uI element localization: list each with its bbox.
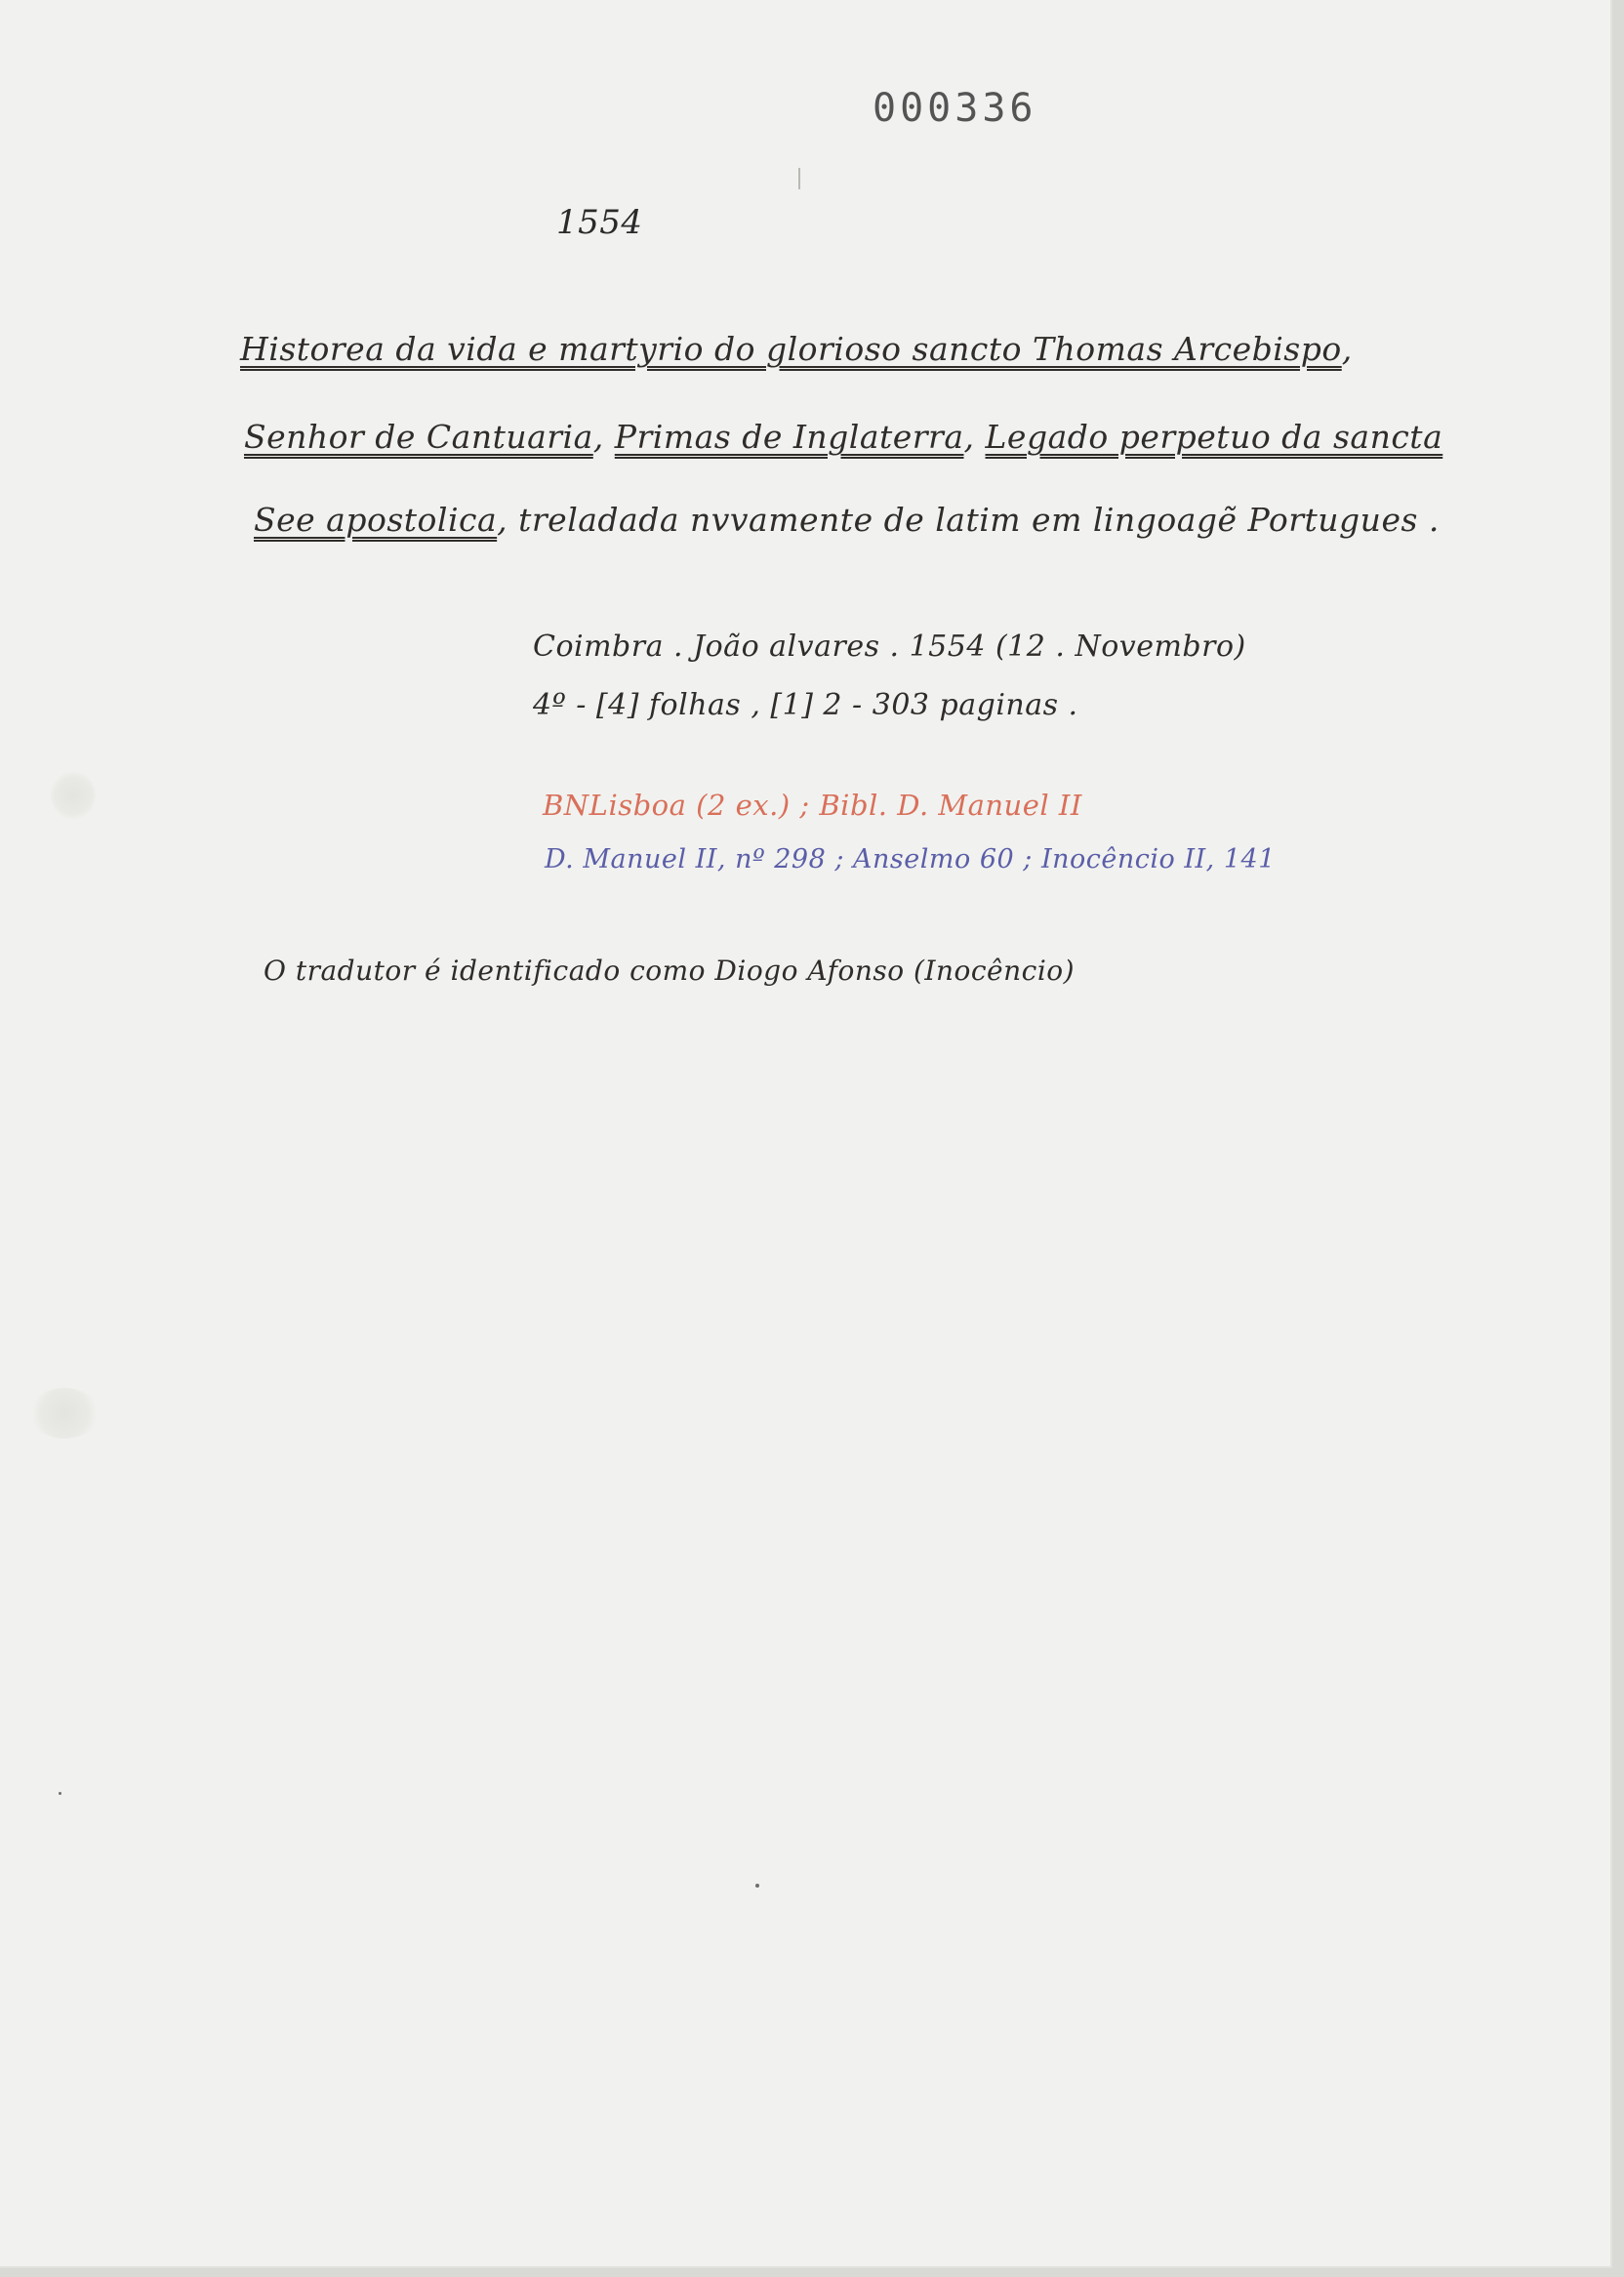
- title-line-2-part-2: Primas de Inglaterra: [614, 418, 964, 456]
- references-line: D. Manuel II, nº 298 ; Anselmo 60 ; Inocêncio II, 141: [545, 844, 1276, 874]
- title-line-2-sep-1: ,: [592, 418, 615, 456]
- title-line-1-tail: ,: [1341, 330, 1353, 368]
- title-line-2-part-1: Senhor de Cantuaria: [244, 418, 593, 456]
- title-line-1: [240, 330, 1353, 368]
- imprint-line-2: 4º - [4] folhas , [1] 2 - 303 paginas .: [533, 688, 1078, 722]
- holdings-line: BNLisboa (2 ex.) ; Bibl. D. Manuel II: [543, 789, 1082, 822]
- title-line-3-rest: , treladada nvvamente de latim em lingoagẽ Portugues .: [497, 501, 1440, 539]
- year-heading: 1554: [556, 203, 643, 242]
- title-line-3-underlined: See apostolica: [254, 501, 498, 539]
- translator-note: O tradutor é identificado como Diogo Afonso (Inocêncio): [264, 955, 1076, 987]
- title-line-2-sep-2: ,: [963, 418, 986, 456]
- stain-mark-upper: [51, 771, 96, 820]
- stain-mark-lower: [29, 1388, 100, 1439]
- pencil-mark: [798, 168, 800, 189]
- paper-speck-small: [59, 1792, 61, 1795]
- title-line-2-part-3: Legado perpetuo da sancta: [985, 418, 1443, 456]
- paper-speck: [755, 1884, 759, 1888]
- title-line-2: [244, 418, 1442, 456]
- stamp-number: 000336: [873, 86, 1037, 131]
- title-line-1-text: Historea da vida e martyrio do glorioso sancto Thomas Arcebispo: [240, 330, 1342, 368]
- title-line-3: [254, 501, 1440, 539]
- imprint-line-1: Coimbra . João alvares . 1554 (12 . Novembro): [533, 630, 1246, 664]
